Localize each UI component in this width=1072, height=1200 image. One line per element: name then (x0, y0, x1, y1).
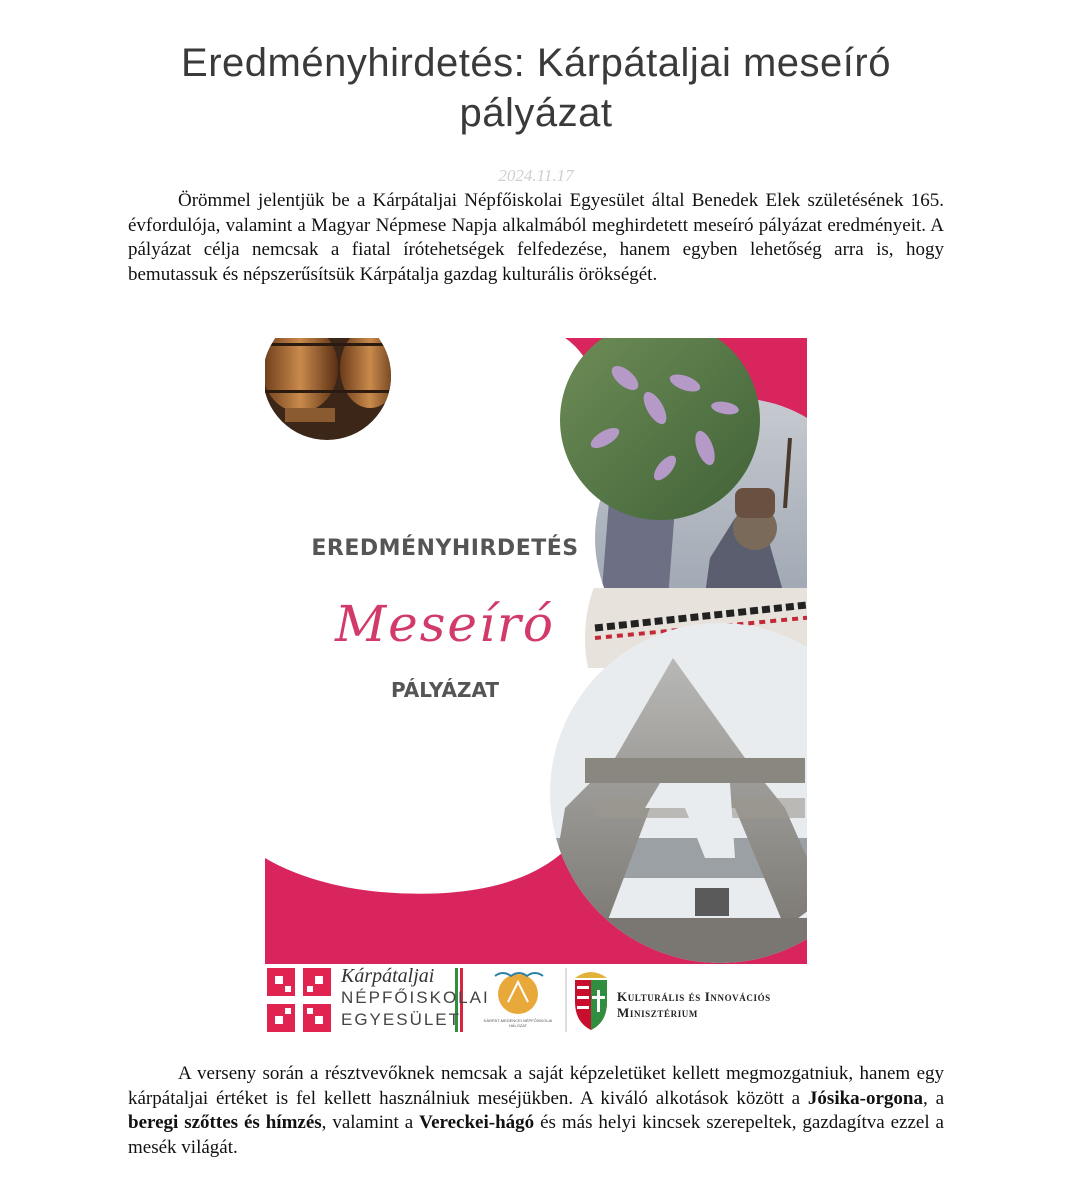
poster-image (265, 338, 807, 964)
poster-script-title: Meseíró (334, 595, 556, 653)
article-title-line2: pályázat (459, 91, 613, 135)
results-text-1: A verseny során a résztvevőknek nemcsak a saját képzeletüket kellett megmozgatniuk, hanem egy kárpátaljai értéket is fel kellett használniuk meséjükben. A kiváló alkotások között a (128, 1063, 944, 1109)
network-logo-text: KÁRPÁT-MEDENCEI NÉPFŐISKOLAI HÁLÓZAT (483, 1018, 553, 1028)
article-date: 2024.11.17 (498, 166, 574, 185)
hungarian-coat-of-arms-icon (575, 972, 607, 1030)
org-logo-line2: NÉPFŐISKOLAI (341, 988, 490, 1007)
highlight-josika-orgona: Jósika-orgona (807, 1087, 923, 1109)
results-paragraph (128, 1062, 944, 1160)
org-logo-name-italic: Kárpátaljai (341, 965, 435, 987)
ministry-logo-line1: Kulturális és Innovációs (617, 989, 771, 1004)
embroidery-logo-icon (267, 968, 331, 1032)
highlight-beregi-szottes: beregi szőttes és hímzés (128, 1112, 322, 1134)
org-logo-line3: EGYESÜLET (341, 1010, 462, 1029)
results-text-3: , valamint a (321, 1112, 420, 1134)
results-text-2: , a (923, 1087, 944, 1109)
article-title (100, 38, 972, 138)
poster-subheading: PÁLYÁZAT (390, 678, 500, 702)
intro-text: Örömmel jelentjük be a Kárpátaljai Népfőiskolai Egyesület által Benedek Elek születésének 165. évfordulója, valamint a Magyar Népmese Napja alkalmából meghirdetett meseíró pályázat eredményeit. A pályázat célja nemcsak a fiatal írótehetségek felfedezése, hanem egyben lehetőség arra is, hogy bemutassuk és népszerűsítsük Kárpátalja gazdag kulturális örökségét. (128, 190, 944, 285)
poster-heading: EREDMÉNYHIRDETÉS (311, 536, 579, 561)
results-text-4: és más helyi kincsek szerepeltek, gazdagítva ezzel a mesék világát. (128, 1112, 944, 1158)
intro-paragraph (128, 189, 944, 287)
ministry-logo-line2: Minisztérium (617, 1005, 698, 1020)
sponsor-logos (265, 964, 807, 1036)
network-logo-icon (495, 973, 543, 1014)
article-title-line1: Eredményhirdetés: Kárpátaljai meseíró (181, 41, 891, 85)
highlight-vereckei-hago: Vereckei-hágó (419, 1112, 535, 1134)
